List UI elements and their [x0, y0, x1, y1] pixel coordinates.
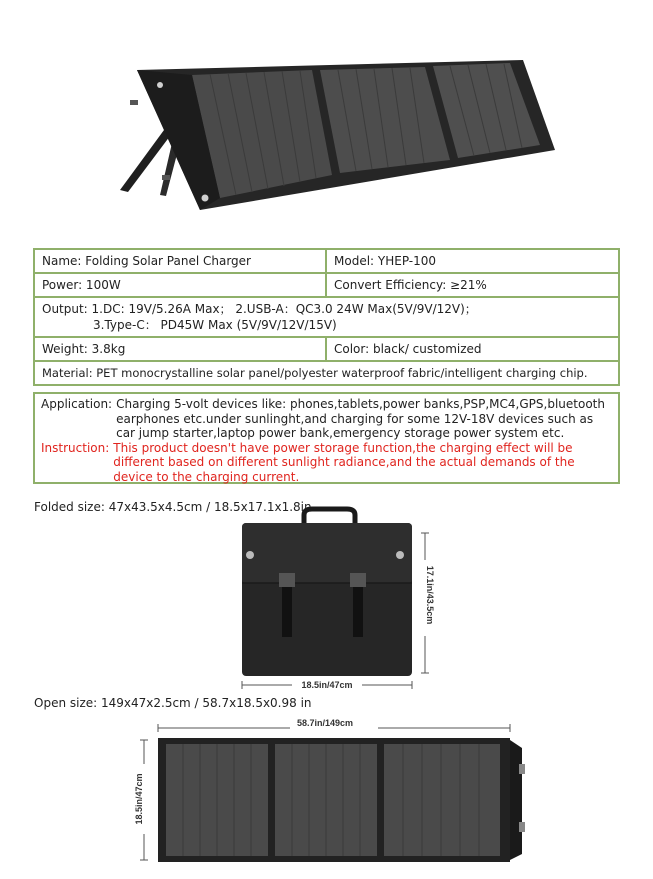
spec-table	[33, 248, 620, 386]
spec-row	[35, 360, 618, 384]
application-box	[33, 392, 620, 484]
spec-row	[35, 296, 618, 336]
folded-width-label: 18.5in/47cm	[301, 680, 353, 690]
solar-panel-angled-image	[100, 40, 560, 220]
instruction-text: This product doesn't have power storage function,the charging effect will be different based on different sunlight radiance,and the actual demands of the device to the charging current.	[113, 440, 575, 484]
instruction-line	[41, 441, 612, 485]
spec-row	[35, 272, 618, 296]
spec-model: Model: YHEP-100	[334, 254, 437, 268]
spec-color: Color: black/ customized	[334, 342, 482, 356]
open-height-label: 18.5in/47cm	[134, 773, 144, 825]
spec-row	[35, 336, 618, 360]
open-width-label: 58.7in/149cm	[296, 718, 354, 728]
spec-weight: Weight: 3.8kg	[35, 338, 327, 360]
application-line	[41, 397, 612, 441]
spec-output	[35, 298, 618, 336]
spec-material: Material: PET monocrystalline solar panel/polyester waterproof fabric/intelligent charging chip.	[42, 366, 588, 380]
application-text: Charging 5-volt devices like: phones,tablets,power banks,PSP,MC4,GPS,bluetooth earphones etc.under sunlinght,and charging for some 12V-18V devices such as car jump starter,laptop power bank,emergency storage power system etc.	[116, 397, 605, 440]
spec-power: Power: 100W	[35, 274, 327, 296]
folded-height-label: 17.1in/43.5cm	[425, 565, 435, 625]
folded-size-caption: Folded size: 47x43.5x4.5cm / 18.5x17.1x1.8in	[34, 500, 312, 514]
open-size-caption: Open size: 149x47x2.5cm / 58.7x18.5x0.98 in	[34, 696, 312, 710]
instruction-label: Instruction:	[41, 440, 110, 455]
spec-row	[35, 250, 618, 272]
spec-output-line2: 3.Type-C： PD45W Max (5V/9V/12V/15V)	[93, 318, 337, 332]
application-label: Application:	[41, 397, 113, 411]
open-panel-image	[130, 718, 540, 863]
spec-output-line1: Output: 1.DC: 19V/5.26A Max； 2.USB-A：QC3.0 24W Max(5V/9V/12V)；	[42, 302, 477, 316]
spec-efficiency: Convert Efficiency: ≥21%	[334, 278, 487, 292]
folded-bag-image	[232, 505, 442, 695]
spec-name: Name: Folding Solar Panel Charger	[35, 250, 327, 272]
